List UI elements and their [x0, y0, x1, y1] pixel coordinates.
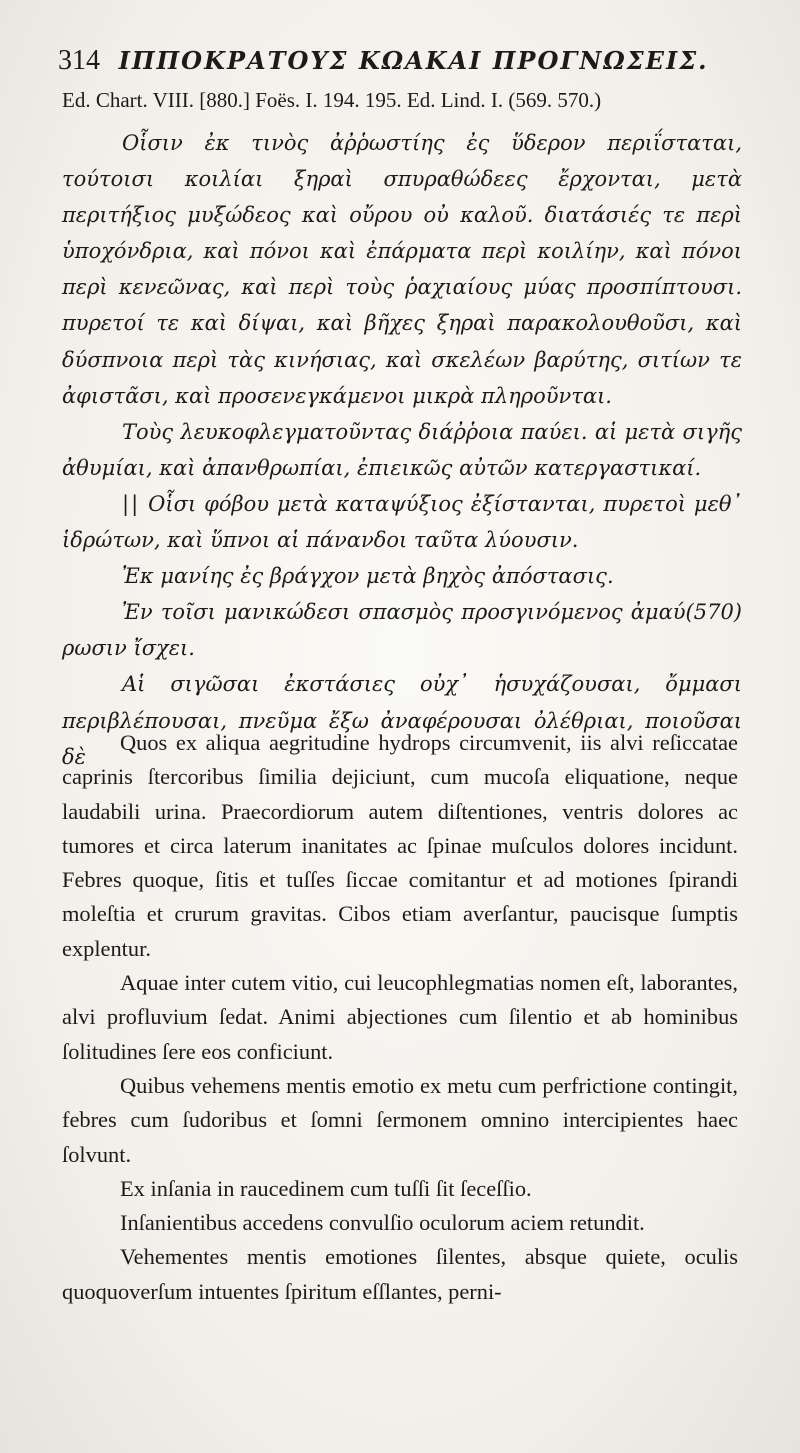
- greek-paragraph-marked: [62, 486, 742, 558]
- latin-paragraph: Inſanientibus accedens convulſio oculorum aciem retundit.: [120, 1210, 645, 1236]
- greek-paragraph: Οἷσιν ἐκ τινὸς ἀῤῥωστίης ἐς ὕδερον περιΐσταται, τούτοισι κοιλίαι ξηραὶ σπυραθώδεες ἔρχονται, μετὰ περιτήξιος μυξώδεος καὶ οὔρου οὐ καλοῦ. διατάσιές τε περὶ ὑποχόνδρια, καὶ πόνοι καὶ ἐπάρματα περὶ κοιλίην, καὶ πόνοι περὶ κενεῶνας, καὶ περὶ τοὺς ῥαχιαίους μύας προσπίπτουσι. πυρετοί τε καὶ δίψαι, καὶ βῆχες ξηραὶ παρακολουθοῦσι, καὶ δύσπνοια περὶ τὰς κινήσιας, καὶ σκελέων βαρύτης, σιτίων τε ἀφιστᾶσι, καὶ προσενεγκάμενοι μικρὰ πληροῦνται.: [62, 131, 742, 408]
- section-marker: ||: [122, 491, 141, 516]
- greek-paragraph: Αἱ σιγῶσαι ἐκστάσιες οὐχ᾽ ἡσυχάζουσαι, ὄμμασι περιβλέπουσαι, πνεῦμα ἔξω ἀναφέρουσαι ὀλέθριαι, ποιοῦσαι δὲ: [62, 672, 742, 769]
- latin-translation: [62, 726, 738, 1309]
- latin-paragraph: Quibus vehemens mentis emotio ex metu cum perfrictione contingit, febres cum ſudoribus et ſomni ſermonem omnino intercipientes haec ſolvunt.: [62, 1072, 738, 1167]
- running-head: [58, 44, 778, 78]
- latin-paragraph: Ex inſania in raucedinem cum tuſſi ſit ſeceſſio.: [120, 1175, 532, 1201]
- greek-paragraph: Ἐν τοῖσι μανικώδεσι σπασμὸς προσγινόμενος ἀμαύ(570) ρωσιν ἴσχει.: [62, 600, 742, 661]
- greek-paragraph: Τοὺς λευκοφλεγματοῦντας διάῤῥοια παύει. αἱ μετὰ σιγῆς ἀθυμίαι, καὶ ἀπανθρωπίαι, ἐπιεικῶς αὐτῶν κατεργαστικαί.: [62, 419, 742, 480]
- latin-paragraph: Aquae inter cutem vitio, cui leucophlegmatias nomen eſt, laborantes, alvi profluvium ſedat. Animi abjectiones cum ſilentio et ab hominibus ſolitudines ſere eos conficiunt.: [62, 970, 738, 1064]
- greek-paragraph-text: Οἷσι φόβου μετὰ καταψύξιος ἐξίστανται, πυρετοὶ μεθ᾽ ἱδρώτων, καὶ ὕπνοι αἱ πάνανδοι ταῦτα λύουσιν.: [62, 491, 742, 553]
- greek-text: [62, 125, 742, 775]
- latin-paragraph: Quos ex aliqua aegritudine hydrops circumvenit, iis alvi reſiccatae caprinis ſtercoribus ſimilia dejiciunt, cum mucoſa eliquatione, neque laudabili urina. Praecordiorum autem diſtentiones, ventris dolores ac tumores et circa laterum inanitates ac ſpinae muſculos dolores incidunt. Febres quoque, ſitis et tuſſes ſiccae comitantur et ad motiones ſpirandi moleſtia et crurum gravitas. Cibos etiam averſantur, paucisque ſumptis explentur.: [62, 730, 738, 961]
- latin-paragraph: Vehementes mentis emotiones ſilentes, absque quiete, oculis quoquoverſum intuentes ſpiritum eſſlantes, perni-: [62, 1244, 738, 1304]
- edition-reference-line: Ed. Chart. VIII. [880.] Foës. I. 194. 195. Ed. Lind. I. (569. 570.): [62, 88, 602, 112]
- page-number: 314: [58, 45, 100, 76]
- running-title: ΙΠΠΟΚΡΑΤΟΥΣ ΚΩΑΚΑΙ ΠΡΟΓΝΩΣΕΙΣ.: [118, 46, 709, 75]
- greek-paragraph: Ἐκ μανίης ἐς βράγχον μετὰ βηχὸς ἀπόστασις.: [122, 564, 614, 589]
